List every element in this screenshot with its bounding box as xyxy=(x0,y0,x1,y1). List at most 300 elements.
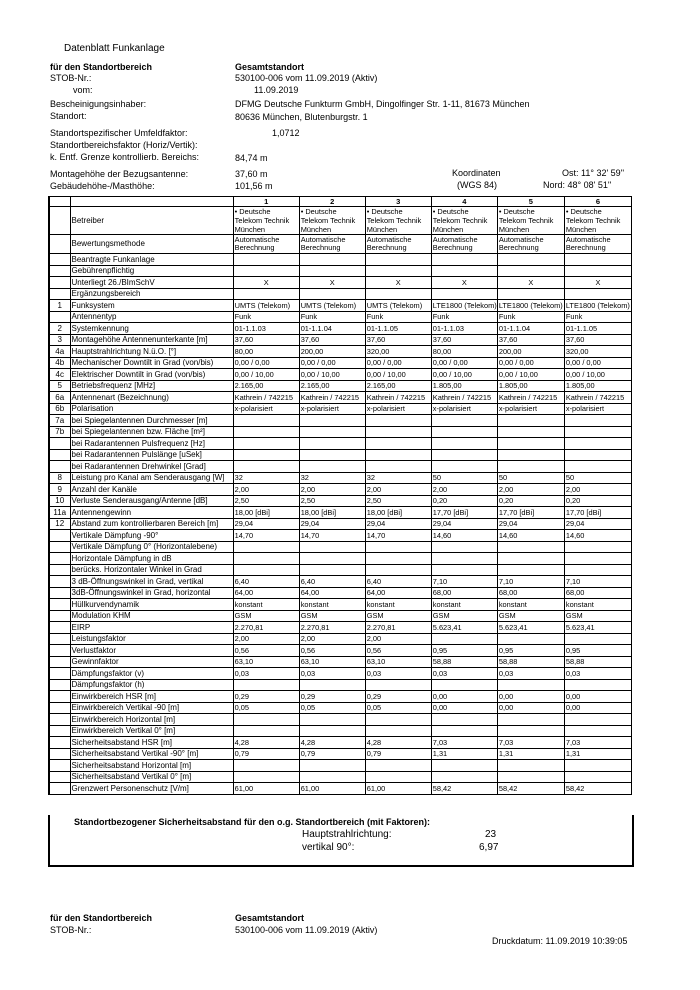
row-number xyxy=(49,254,70,266)
value-cell xyxy=(299,553,365,565)
value-cell: 58,88 xyxy=(431,656,497,668)
value-cell: 01-1.1.03 xyxy=(233,323,299,335)
value-cell: konstant xyxy=(564,599,631,611)
row-label: Einwirkbereich Vertikal 0° [m] xyxy=(70,725,233,737)
value-cell xyxy=(299,426,365,438)
value-cell: 0,00 / 0,00 xyxy=(497,357,564,369)
column-header: 5 xyxy=(497,197,564,207)
value-cell xyxy=(233,725,299,737)
row-label: bei Radarantennen Pulslänge [uSek] xyxy=(70,449,233,461)
value-cell: 58,88 xyxy=(564,656,631,668)
value-cell xyxy=(431,553,497,565)
value-cell: 0,00 / 10,00 xyxy=(564,369,631,381)
value-cell: 0,29 xyxy=(365,691,431,703)
header-left-heading: für den Standortbereich xyxy=(50,62,153,72)
value-cell: LTE1800 (Telekom) xyxy=(498,300,563,310)
value-cell: X xyxy=(233,277,299,289)
value-cell: Funk xyxy=(497,311,564,323)
value-cell: 5.623,41 xyxy=(497,622,564,634)
value-cell: 0,56 xyxy=(233,645,299,657)
row-label: Einwirkbereich Horizontal [m] xyxy=(70,714,233,726)
value-cell: x-polarisiert xyxy=(431,403,497,415)
row-number: 9 xyxy=(49,484,70,496)
row-label: Einwirkbereich HSR [m] xyxy=(70,691,233,703)
value-cell xyxy=(233,714,299,726)
value-cell: 18,00 [dBi] xyxy=(233,507,299,519)
value-cell: 4,28 xyxy=(299,737,365,749)
entf-value: 84,74 m xyxy=(235,153,268,163)
row-label: Unterliegt 26./BImSchV xyxy=(70,277,233,289)
row-label: Verluste Senderausgang/Antenne [dB] xyxy=(70,495,233,507)
value-cell: 0,00 xyxy=(564,702,631,714)
value-cell: konstant xyxy=(497,599,564,611)
value-cell: LTE1800 (Telekom) xyxy=(565,300,630,310)
value-cell: • Deutsche Telekom Technik München xyxy=(299,207,365,235)
value-cell: X xyxy=(299,277,365,289)
table-row xyxy=(49,656,632,668)
column-header: 2 xyxy=(299,197,365,207)
value-cell: 0,00 / 10,00 xyxy=(431,369,497,381)
value-cell: 14,60 xyxy=(431,530,497,542)
value-cell: 2,00 xyxy=(365,633,431,645)
value-cell xyxy=(564,254,631,266)
row-number xyxy=(49,771,70,783)
table-row xyxy=(49,622,632,634)
table-row xyxy=(49,484,632,496)
table-row xyxy=(49,702,632,714)
value-cell: 0,79 xyxy=(365,748,431,760)
value-cell: Funk xyxy=(233,311,299,323)
value-cell xyxy=(233,265,299,277)
value-cell: 4,28 xyxy=(365,737,431,749)
row-number xyxy=(49,277,70,289)
value-cell: 29,04 xyxy=(365,518,431,530)
value-cell: 64,00 xyxy=(299,587,365,599)
row-label: Antennentyp xyxy=(70,311,233,323)
value-cell: Funk xyxy=(431,311,497,323)
value-cell xyxy=(564,426,631,438)
row-number xyxy=(49,265,70,277)
value-cell xyxy=(299,760,365,772)
value-cell: Kathrein / 742215 xyxy=(299,392,365,404)
value-cell: 1.805,00 xyxy=(564,380,631,392)
value-cell: Automatische Berechnung xyxy=(431,235,497,254)
table-row xyxy=(49,748,632,760)
row-label: Bewertungsmethode xyxy=(70,235,233,254)
value-cell: 50 xyxy=(497,472,564,484)
value-cell: Automatische Berechnung xyxy=(497,235,564,254)
value-cell: 80,00 xyxy=(233,346,299,358)
value-cell: 0,00 xyxy=(497,691,564,703)
value-cell: 0,03 xyxy=(365,668,431,680)
value-cell: 7,03 xyxy=(497,737,564,749)
value-cell xyxy=(365,553,431,565)
value-cell: 0,05 xyxy=(365,702,431,714)
montage-label: Montagehöhe der Bezugsantenne: xyxy=(50,169,189,179)
value-cell xyxy=(365,449,431,461)
value-cell: x-polarisiert xyxy=(299,403,365,415)
value-cell: 29,04 xyxy=(564,518,631,530)
row-label: Sicherheitsabstand Vertikal 0° [m] xyxy=(70,771,233,783)
standort-value: 80636 München, Blutenburgstr. 1 xyxy=(235,112,368,122)
value-cell: 58,88 xyxy=(497,656,564,668)
row-number: 4c xyxy=(49,369,70,381)
value-cell: Kathrein / 742215 xyxy=(233,392,299,404)
value-cell: 2,00 xyxy=(233,484,299,496)
value-cell: 7,03 xyxy=(431,737,497,749)
value-cell: 6,40 xyxy=(365,576,431,588)
umfeld-label: Standortspezifischer Umfeldfaktor: xyxy=(50,128,188,138)
row-number xyxy=(49,714,70,726)
value-cell: 1,31 xyxy=(564,748,631,760)
row-number: 4a xyxy=(49,346,70,358)
value-cell: 0,00 xyxy=(431,691,497,703)
value-cell: 37,60 xyxy=(564,334,631,346)
value-cell: Kathrein / 742215 xyxy=(365,392,431,404)
gebaeude-value: 101,56 m xyxy=(235,181,273,191)
header-right-heading: Gesamtstandort xyxy=(235,62,305,72)
value-cell xyxy=(365,254,431,266)
row-number: 7b xyxy=(49,426,70,438)
column-header: 6 xyxy=(564,197,631,207)
value-cell: 29,04 xyxy=(497,518,564,530)
value-cell: 17,70 [dBi] xyxy=(564,507,631,519)
value-cell: 29,04 xyxy=(431,518,497,530)
value-cell xyxy=(564,541,631,553)
row-label: Modulation KHM xyxy=(70,610,233,622)
table-row xyxy=(49,323,632,335)
value-cell xyxy=(299,288,365,300)
value-cell xyxy=(497,760,564,772)
value-cell: 01-1.1.05 xyxy=(564,323,631,335)
value-cell: 0,00 / 0,00 xyxy=(365,357,431,369)
table-body xyxy=(49,197,632,795)
row-label: Montagehöhe Antennenunterkante [m] xyxy=(70,334,233,346)
value-cell: 0,03 xyxy=(431,668,497,680)
value-cell: 18,00 [dBi] xyxy=(299,507,365,519)
value-cell: Kathrein / 742215 xyxy=(564,392,631,404)
table-row xyxy=(49,207,632,235)
value-cell: • Deutsche Telekom Technik München xyxy=(431,207,497,235)
montage-value: 37,60 m xyxy=(235,169,268,179)
table-row xyxy=(49,369,632,381)
value-cell: UMTS (Telekom) xyxy=(365,300,431,312)
table-row xyxy=(49,783,632,795)
value-cell: 32 xyxy=(365,472,431,484)
value-cell xyxy=(233,771,299,783)
value-cell: 7,10 xyxy=(431,576,497,588)
table-row xyxy=(49,380,632,392)
value-cell: 80,00 xyxy=(431,346,497,358)
value-cell xyxy=(299,771,365,783)
value-cell: konstant xyxy=(365,599,431,611)
value-cell: 37,60 xyxy=(431,334,497,346)
value-cell xyxy=(431,714,497,726)
table-row xyxy=(49,265,632,277)
row-label: Dämpfungsfaktor (h) xyxy=(70,679,233,691)
value-cell: 14,70 xyxy=(299,530,365,542)
row-number xyxy=(49,235,70,254)
value-cell: 14,70 xyxy=(233,530,299,542)
value-cell xyxy=(299,265,365,277)
value-cell xyxy=(497,415,564,427)
row-number xyxy=(49,311,70,323)
value-cell: 2.165,00 xyxy=(233,380,299,392)
gebaeude-label: Gebäudehöhe-/Masthöhe: xyxy=(50,181,155,191)
value-cell xyxy=(497,288,564,300)
table-row xyxy=(49,691,632,703)
value-cell: GSM xyxy=(497,610,564,622)
row-label: Vertikale Dämpfung -90° xyxy=(70,530,233,542)
value-cell xyxy=(365,541,431,553)
value-cell xyxy=(564,415,631,427)
footer-stob-value: 530100-006 vom 11.09.2019 (Aktiv) xyxy=(235,925,378,935)
value-cell xyxy=(233,254,299,266)
value-cell: 17,70 [dBi] xyxy=(431,507,497,519)
value-cell: 2,50 xyxy=(365,495,431,507)
table-row xyxy=(49,541,632,553)
value-cell: X xyxy=(431,277,497,289)
row-label: Mechanischer Downtilt in Grad (von/bis) xyxy=(70,357,233,369)
row-number xyxy=(49,288,70,300)
table-header-row xyxy=(49,197,632,207)
value-cell xyxy=(431,288,497,300)
value-cell: 2,00 xyxy=(564,484,631,496)
row-label: Polarisation xyxy=(70,403,233,415)
row-label: Horizontale Dämpfung in dB xyxy=(70,553,233,565)
value-cell: Funk xyxy=(564,311,631,323)
value-cell: 7,03 xyxy=(564,737,631,749)
row-number: 8 xyxy=(49,472,70,484)
row-label: Gewinnfaktor xyxy=(70,656,233,668)
table-row xyxy=(49,610,632,622)
row-label: Verlustfaktor xyxy=(70,645,233,657)
value-cell: X xyxy=(497,277,564,289)
value-cell: konstant xyxy=(299,599,365,611)
row-number xyxy=(49,530,70,542)
value-cell: 01-1.1.05 xyxy=(365,323,431,335)
value-cell: 0,05 xyxy=(299,702,365,714)
value-cell: 63,10 xyxy=(299,656,365,668)
value-cell xyxy=(497,679,564,691)
entf-label: k. Entf. Grenze kontrollierb. Bereichs: xyxy=(50,152,200,162)
table-row xyxy=(49,472,632,484)
value-cell xyxy=(431,564,497,576)
value-cell: 4,28 xyxy=(233,737,299,749)
value-cell: X xyxy=(564,277,631,289)
value-cell: 58,42 xyxy=(564,783,631,795)
row-label: Systemkennung xyxy=(70,323,233,335)
value-cell: 68,00 xyxy=(431,587,497,599)
row-label: Funksystem xyxy=(70,300,233,312)
row-number xyxy=(49,691,70,703)
value-cell: 64,00 xyxy=(365,587,431,599)
value-cell xyxy=(497,449,564,461)
table-row xyxy=(49,679,632,691)
value-cell xyxy=(564,438,631,450)
row-label: Antennengewinn xyxy=(70,507,233,519)
value-cell: 0,00 / 10,00 xyxy=(299,369,365,381)
value-cell xyxy=(497,265,564,277)
value-cell: 0,56 xyxy=(299,645,365,657)
row-number xyxy=(49,553,70,565)
table-row xyxy=(49,633,632,645)
row-label: Sicherheitsabstand Vertikal -90° [m] xyxy=(70,748,233,760)
row-label: Sicherheitsabstand Horizontal [m] xyxy=(70,760,233,772)
value-cell: Automatische Berechnung xyxy=(564,235,631,254)
value-cell: 2.165,00 xyxy=(299,380,365,392)
summary-hsr-label: Hauptstrahlrichtung: xyxy=(302,829,392,840)
row-number: 4b xyxy=(49,357,70,369)
value-cell xyxy=(299,461,365,473)
value-cell: 14,60 xyxy=(564,530,631,542)
value-cell xyxy=(365,288,431,300)
value-cell xyxy=(233,449,299,461)
table-row xyxy=(49,334,632,346)
value-cell xyxy=(431,541,497,553)
value-cell xyxy=(564,771,631,783)
value-cell: • Deutsche Telekom Technik München xyxy=(497,207,564,235)
table-row xyxy=(49,277,632,289)
value-cell xyxy=(564,633,631,645)
inhaber-label: Bescheinigungsinhaber: xyxy=(50,99,147,109)
value-cell xyxy=(564,725,631,737)
value-cell xyxy=(431,771,497,783)
value-cell: 0,00 / 10,00 xyxy=(233,369,299,381)
row-label: Leistungsfaktor xyxy=(70,633,233,645)
coord-nord: Nord: 48° 08' 51'' xyxy=(543,180,612,190)
value-cell xyxy=(431,449,497,461)
value-cell: 37,60 xyxy=(233,334,299,346)
value-cell xyxy=(497,771,564,783)
row-number xyxy=(49,564,70,576)
value-cell: 63,10 xyxy=(365,656,431,668)
standort-label: Standort: xyxy=(50,111,87,121)
row-number: 12 xyxy=(49,518,70,530)
value-cell: 64,00 xyxy=(233,587,299,599)
table-row xyxy=(49,564,632,576)
value-cell: Kathrein / 742215 xyxy=(497,392,564,404)
value-cell xyxy=(497,461,564,473)
value-cell xyxy=(497,254,564,266)
table-row xyxy=(49,426,632,438)
koord-label: Koordinaten xyxy=(452,168,501,178)
row-number xyxy=(49,576,70,588)
value-cell: Automatische Berechnung xyxy=(233,235,299,254)
value-cell xyxy=(564,288,631,300)
row-number xyxy=(49,587,70,599)
row-number xyxy=(49,438,70,450)
value-cell: 0,00 / 0,00 xyxy=(299,357,365,369)
value-cell xyxy=(497,564,564,576)
value-cell xyxy=(233,679,299,691)
value-cell xyxy=(431,254,497,266)
value-cell xyxy=(431,679,497,691)
value-cell xyxy=(233,438,299,450)
value-cell: 320,00 xyxy=(564,346,631,358)
summary-title: Standortbezogener Sicherheitsabstand für den o.g. Standortbereich (mit Faktoren): xyxy=(74,817,431,827)
value-cell: • Deutsche Telekom Technik München xyxy=(233,207,299,235)
table-row xyxy=(49,288,632,300)
row-number xyxy=(49,656,70,668)
stob-value: 530100-006 vom 11.09.2019 (Aktiv) xyxy=(235,73,378,83)
footer-left-heading: für den Standortbereich xyxy=(50,913,153,923)
value-cell: 61,00 xyxy=(233,783,299,795)
value-cell: 0,03 xyxy=(497,668,564,680)
table-row xyxy=(49,725,632,737)
value-cell: 0,79 xyxy=(299,748,365,760)
row-label: 3 dB-Öffnungswinkel in Grad, vertikal xyxy=(70,576,233,588)
value-cell: 50 xyxy=(431,472,497,484)
value-cell xyxy=(233,461,299,473)
value-cell xyxy=(564,679,631,691)
value-cell: 61,00 xyxy=(365,783,431,795)
value-cell xyxy=(497,725,564,737)
row-number: 1 xyxy=(49,300,70,312)
value-cell: 1,31 xyxy=(431,748,497,760)
value-cell: 01-1.1.04 xyxy=(299,323,365,335)
table-row xyxy=(49,553,632,565)
value-cell xyxy=(431,725,497,737)
value-cell: UMTS (Telekom) xyxy=(299,300,365,312)
value-cell: 0,20 xyxy=(564,495,631,507)
value-cell xyxy=(299,254,365,266)
row-label: Betreiber xyxy=(70,207,233,235)
value-cell: 0,95 xyxy=(431,645,497,657)
row-label: bei Spiegelantennen Durchmesser [m] xyxy=(70,415,233,427)
row-number xyxy=(49,760,70,772)
value-cell xyxy=(564,461,631,473)
row-label: Grenzwert Personenschutz [V/m] xyxy=(70,783,233,795)
row-label: EIRP xyxy=(70,622,233,634)
summary-box xyxy=(48,815,634,867)
table-row xyxy=(49,495,632,507)
row-number xyxy=(49,449,70,461)
value-cell: Funk xyxy=(365,311,431,323)
row-label: berücks. Horizontaler Winkel in Grad xyxy=(70,564,233,576)
row-number: 7a xyxy=(49,415,70,427)
umfeld-value: 1,0712 xyxy=(272,128,300,138)
row-number xyxy=(49,668,70,680)
value-cell: Kathrein / 742215 xyxy=(431,392,497,404)
value-cell: 2,00 xyxy=(431,484,497,496)
row-label: Betriebsfrequenz [MHz] xyxy=(70,380,233,392)
header-label-cell xyxy=(70,197,233,207)
value-cell: LTE1800 (Telekom) xyxy=(432,300,497,310)
value-cell: 32 xyxy=(299,472,365,484)
value-cell: Funk xyxy=(299,311,365,323)
value-cell: 14,70 xyxy=(365,530,431,542)
value-cell xyxy=(497,553,564,565)
value-cell xyxy=(365,725,431,737)
table-row xyxy=(49,357,632,369)
value-cell: 0,00 xyxy=(431,702,497,714)
value-cell: konstant xyxy=(431,599,497,611)
value-cell: 200,00 xyxy=(299,346,365,358)
value-cell xyxy=(564,564,631,576)
value-cell: GSM xyxy=(299,610,365,622)
vom-label: vom: xyxy=(73,85,93,95)
value-cell: 0,03 xyxy=(564,668,631,680)
value-cell: 0,00 xyxy=(564,691,631,703)
value-cell xyxy=(299,438,365,450)
page-title: Datenblatt Funkanlage xyxy=(64,43,165,54)
row-number xyxy=(49,610,70,622)
value-cell: 1.805,00 xyxy=(431,380,497,392)
table-row xyxy=(49,576,632,588)
row-label: Hauptstrahlrichtung N.ü.O. [°] xyxy=(70,346,233,358)
table-row xyxy=(49,771,632,783)
